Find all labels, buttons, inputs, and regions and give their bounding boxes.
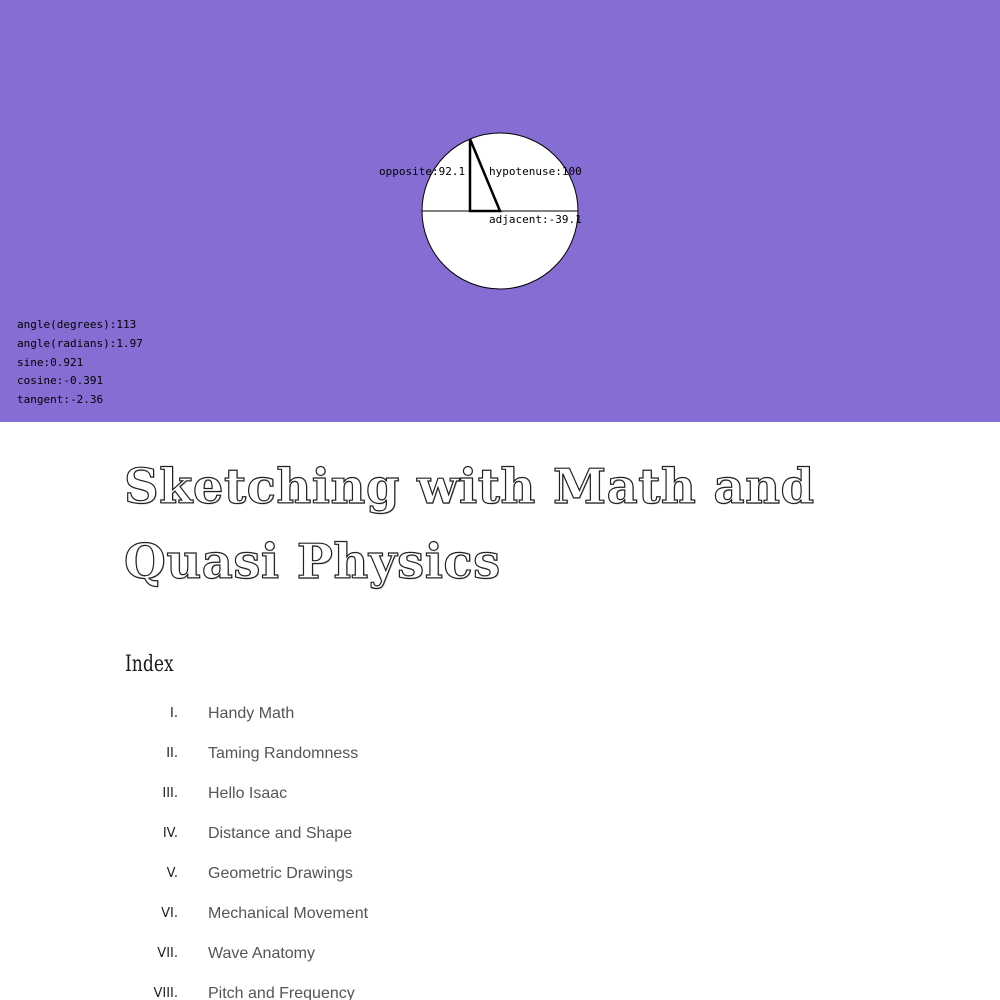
chapter-link-mechanical-movement[interactable]: Mechanical Movement [208, 905, 369, 922]
index-list [0, 694, 1000, 1000]
unit-circle-diagram[interactable] [0, 0, 1000, 422]
page-title: Sketching with Math and Quasi Physics [124, 459, 815, 590]
sine-readout: sine:0.921 [17, 355, 84, 369]
list-item [0, 774, 1000, 814]
chapter-link-hello-isaac[interactable]: Hello Isaac [208, 785, 288, 802]
list-numeral: VIII. [153, 986, 178, 1000]
chapter-link-wave-anatomy[interactable]: Wave Anatomy [208, 945, 316, 962]
list-numeral: VI. [161, 906, 178, 921]
trig-readouts [17, 316, 143, 410]
cosine-readout: cosine:-0.391 [17, 374, 104, 388]
chapter-link-distance-and-shape[interactable]: Distance and Shape [208, 825, 353, 842]
chapter-link-geometric-drawings[interactable]: Geometric Drawings [208, 865, 353, 882]
angle-radians-readout: angle(radians):1.97 [17, 336, 143, 350]
opposite-label: opposite:92.1 [379, 165, 466, 178]
hypotenuse-label: hypotenuse:100 [489, 165, 582, 178]
angle-degrees-readout: angle(degrees):113 [17, 318, 137, 331]
list-item [0, 734, 1000, 774]
chapter-link-taming-randomness[interactable]: Taming Randomness [208, 745, 359, 762]
adjacent-label: adjacent:-39.1 [489, 213, 582, 226]
chapter-link-handy-math[interactable]: Handy Math [208, 705, 295, 722]
chapter-link-pitch-and-frequency[interactable]: Pitch and Frequency [208, 985, 355, 1000]
list-item [0, 974, 1000, 1000]
index-heading: Index [125, 652, 174, 677]
list-numeral: II. [166, 746, 178, 761]
tangent-readout: tangent:-2.36 [17, 393, 104, 407]
list-item [0, 894, 1000, 934]
trig-visualization-panel[interactable] [0, 0, 1000, 422]
list-numeral: VII. [157, 946, 178, 961]
list-numeral: IV. [162, 826, 178, 841]
list-item [0, 694, 1000, 734]
list-numeral: I. [170, 706, 178, 721]
list-item [0, 854, 1000, 894]
list-numeral: V. [166, 866, 178, 881]
list-item [0, 814, 1000, 854]
list-item [0, 934, 1000, 974]
list-numeral: III. [162, 786, 178, 801]
